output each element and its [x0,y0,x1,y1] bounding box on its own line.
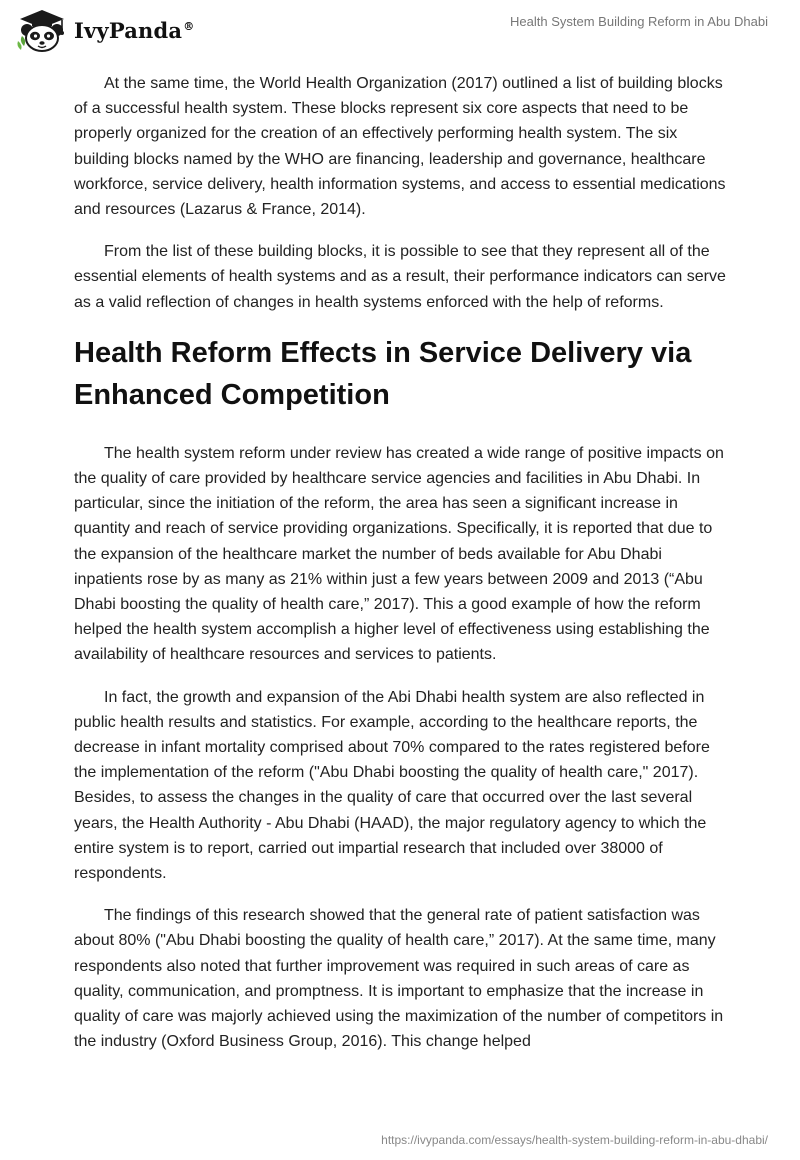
paragraph: From the list of these building blocks, it is possible to see that they represent all of the essential elements of health systems and as a result, their performance indicators can serve as a valid reflection of changes in health systems enforced with the help of reforms. [74,243,726,311]
footer-url[interactable]: https://ivypanda.com/essays/health-system-building-reform-in-abu-dhabi/ [381,1133,768,1147]
paragraph: At the same time, the World Health Organization (2017) outlined a list of building blocks of a successful health system. These blocks represent six core aspects that need to be properly organized for the creation of an effectively performing health system. The six building blocks named by the WHO are financing, leadership and governance, healthcare workforce, service delivery, health information systems, and access to essential medications and resources (Lazarus & France, 2014). [74,75,726,219]
document-title: Health System Building Reform in Abu Dhabi [510,14,768,29]
ivypanda-logo[interactable] [16,8,194,52]
page-header [0,0,800,60]
paragraph: The health system reform under review has created a wide range of positive impacts on the quality of care provided by healthcare service agencies and facilities in Abu Dhabi. In particular, since the initiation of the reform, the area has seen a significant increase in quantity and reach of service providing organizations. Specifically, it is reported that due to the expansion of the healthcare market the number of beds available for Abu Dhabi inpatients rose by as many as 21% within just a few years between 2009 and 2013 (“Abu Dhabi boosting the quality of health care,” 2017). This a good example of how the reform helped the health system accomplish a higher level of effectiveness using establishing the availability of healthcare resources and services to patients. [74,444,724,664]
paragraph: The findings of this research showed that the general rate of patient satisfaction was about 80% ("Abu Dhabi boosting the quality of health care,” 2017). At the same time, many respondents also noted that further improvement was required in such areas of care as quality, communication, and promptness. It is important to emphasize that the increase in quality of care was majorly achieved using the maximization of the number of competitors in the industry (Oxford Business Group, 2016). This change helped [74,907,724,1051]
panda-graduate-icon [16,8,68,52]
essay-body [74,71,734,1072]
brand-name: IvyPanda® [74,17,195,43]
section-heading: Health Reform Effects in Service Delivery via Enhanced Competition [74,336,692,411]
paragraph: In fact, the growth and expansion of the Abi Dhabi health system are also reflected in public health results and statistics. For example, according to the healthcare reports, the decrease in infant mortality comprised about 70% compared to the rates registered before the implementation of the reform ("Abu Dhabi boosting the quality of health care," 2017). Besides, to assess the changes in the quality of care that occurred over the last several years, the Health Authority - Abu Dhabi (HAAD), the major regulatory agency to which the entire system is to report, carried out impartial research that included over 38000 of respondents. [74,688,710,883]
